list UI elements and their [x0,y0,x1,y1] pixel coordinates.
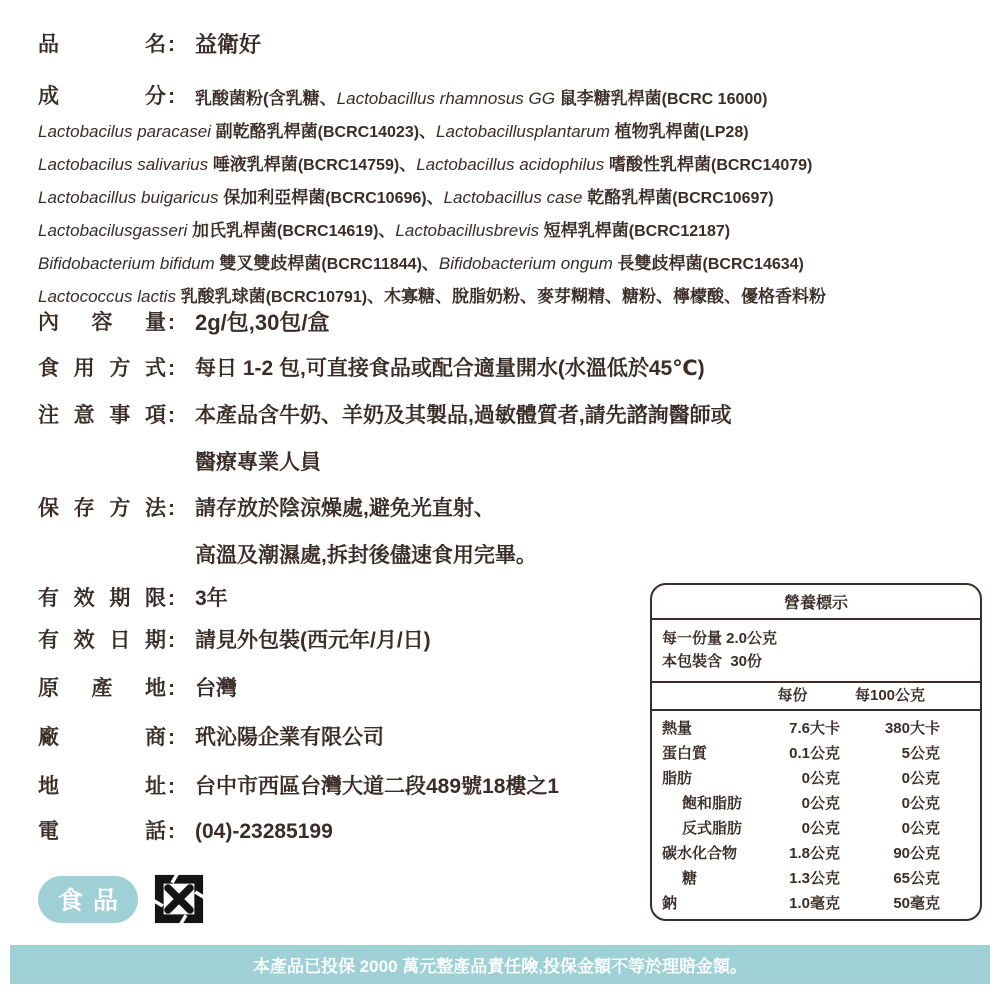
ingredient-segment: 副乾酪乳桿菌 [215,122,318,141]
field-net-content [38,310,329,336]
field-label: 注意事項 [38,404,166,427]
nutrient-per-100g: 65公克 [893,870,940,887]
ingredient-segment: 乳酸乳球菌 [180,287,266,306]
field-label: 有效期限 [38,587,166,610]
caution-line-1: 本產品含牛奶、羊奶及其製品,過敏體質者,請先諮詢醫師或 [195,404,732,427]
ingredient-segment: (BCRC14619) [277,223,379,240]
expiry-date-value: 請見外包裝(西元年/月/日) [195,629,431,652]
ingredient-segment: Bifidobacterium ongum [438,254,618,273]
nutrient-name: 反式脂肪 [682,820,743,837]
colon: : [168,404,175,427]
ingredient-segment: (LP28) [699,124,749,141]
ingredients-line-5 [38,219,730,244]
ingredient-segment: 短桿乳桿菌 [543,221,629,240]
caution-line-2: 醫療專業人員 [195,451,321,474]
ingredient-segment: Lactobacillus case [443,188,588,207]
colon: : [168,357,175,380]
colon: : [168,85,175,108]
ingredient-segment: 保加利亞桿菌 [223,188,326,207]
field-label: 食用方式 [38,357,166,380]
col-per-serving: 每份 [777,687,808,704]
nutrient-name: 熱量 [662,720,693,737]
nutrition-row [662,716,940,741]
ingredient-segment: 乾酪乳桿菌 [587,188,673,207]
field-label: 品名 [38,33,166,56]
nutrient-name: 蛋白質 [662,745,708,762]
insurance-banner-text: 本產品已投保 2000 萬元整產品責任險,投保金額不等於理賠金額。 [253,957,747,976]
colon: : [168,677,175,700]
nutrient-name: 飽和脂肪 [682,795,743,812]
origin-value: 台灣 [195,677,237,700]
col-per-100g: 每100公克 [854,687,926,704]
ingredient-segment: 、 [421,254,439,273]
field-label: 內容量 [38,311,166,334]
nutrient-per-100g: 0公克 [901,770,940,787]
ingredient-segment: (BCRC14079) [710,157,813,174]
field-product-name [38,32,261,58]
nutrient-per-100g: 50毫克 [893,895,940,912]
nutrient-name: 碳水化合物 [662,845,738,862]
net-content-value: 2g/包,30包/盒 [195,310,330,335]
field-manufacturer [38,725,384,751]
field-expiry-date [38,628,431,654]
nutrient-per-serving: 0公克 [801,770,840,787]
address-value: 台中市西區台灣大道二段489號18樓之1 [195,775,560,798]
usage-value: 每日 1-2 包,可直接食品或配合適量開水(水溫低於45℃) [195,357,705,380]
field-label: 保存方法 [38,497,166,520]
field-label: 成分 [38,85,166,108]
nutrient-per-100g: 380大卡 [884,720,940,737]
ingredient-segment: 鼠李糖乳桿菌 [559,89,662,108]
field-shelf-life [38,586,228,612]
product-name-value: 益衛好 [195,32,262,57]
manufacturer-value: 玳沁陽企業有限公司 [195,726,384,749]
ingredient-segment: 乳酸菌粉(含乳糖、 [195,89,337,108]
ingredient-segment: 、 [419,122,437,141]
ingredient-segment: 雙叉雙歧桿菌 [219,254,322,273]
nutrient-name: 鈉 [662,895,678,912]
ingredient-segment: 唾液乳桿菌 [212,155,298,174]
shelf-life-value: 3年 [195,587,228,610]
nutrient-per-100g: 90公克 [893,845,940,862]
caution-value [195,403,732,476]
ingredient-segment: (BCRC11844) [321,256,422,273]
colon: : [168,497,175,520]
nutrient-per-serving: 1.3公克 [789,870,840,887]
ingredient-segment: (BCRC10697) [672,190,774,207]
ingredient-segment: 、 [399,155,417,174]
nutrient-per-serving: 7.6大卡 [789,720,840,737]
col-spacer [662,686,745,706]
ingredient-segment: Lactobacillusplantarum [436,122,615,141]
colon: : [168,820,175,843]
ingredient-segment: Lactobacilusgasseri [38,221,193,240]
ingredients-line-3 [38,153,812,178]
field-caution [38,403,732,476]
food-badge: 食品 [38,876,138,923]
nutrient-per-serving: 1.0毫克 [789,895,840,912]
nutrient-per-100g: 5公克 [901,745,940,762]
ingredient-segment: (BCRC14759) [297,157,400,174]
certification-marks [38,870,208,928]
nutrition-facts-panel [650,583,982,921]
ingredient-segment: Lactococcus lactis [38,287,181,306]
nutrient-per-serving: 0公克 [801,795,840,812]
nutrient-per-100g: 0公克 [901,820,940,837]
storage-line-1: 請存放於陰涼燥處,避免光直射、 [195,497,495,520]
serving-size: 每一份量 2.0公克 [662,630,778,647]
field-phone [38,819,333,845]
phone-value: (04)-23285199 [195,820,333,843]
colon: : [168,775,175,798]
nutrient-per-serving: 0公克 [801,820,840,837]
ingredient-segment: 嗜酸性乳桿菌 [608,155,711,174]
nutrition-row [662,816,940,841]
field-usage [38,356,705,382]
ingredient-segment: Lactobacilus paracasei [38,122,216,141]
ingredient-segment: (BCRC14023) [317,124,420,141]
nutrient-name: 糖 [682,870,698,887]
ingredient-segment: Lactobacillus acidophilus [416,155,609,174]
nutrition-column-headers [652,683,980,711]
nutrition-row [662,791,940,816]
nutrient-per-serving: 0.1公克 [789,745,840,762]
nutrition-row [662,766,940,791]
nutrition-row [662,891,940,916]
colon: : [168,587,175,610]
colon: : [168,311,175,334]
ingredient-segment: Lactobacillus buigaricus [38,188,224,207]
ingredient-segment: 植物乳桿菌 [614,122,700,141]
ingredient-segment: (BCRC12187) [628,223,731,240]
ingredient-segment: Lactobacilus salivarius [38,155,213,174]
field-label: 原產地 [38,677,166,700]
ingredient-segment: 、 [426,188,444,207]
ingredients-line-4 [38,186,774,211]
ingredient-segment: Lactobacillusbrevis [395,221,544,240]
field-label: 地址 [38,775,166,798]
nutrition-row [662,741,940,766]
servings-per-pack: 本包裝含 30份 [662,653,763,670]
nutrient-per-serving: 1.8公克 [789,845,840,862]
ingredients-line-2 [38,120,749,145]
ingredient-segment: 、 [378,221,396,240]
ingredients-line-6 [38,252,804,277]
nutrition-row [662,841,940,866]
ingredient-segment: (BCRC10791) [265,289,368,306]
ingredient-segment: Lactobacillus rhamnosus GG [336,89,560,108]
field-label: 廠商 [38,726,166,749]
nutrition-rows [652,711,980,921]
colon: : [168,33,175,56]
nutrition-serving-info [652,620,980,683]
field-address [38,774,559,800]
nutrition-row [662,866,940,891]
colon: : [168,726,175,749]
ingredient-segment: Bifidobacterium bifidum [38,254,220,273]
storage-value [195,496,537,569]
insurance-banner [10,945,990,984]
nutrition-title: 營養標示 [652,585,980,620]
field-label: 有效日期 [38,629,166,652]
field-storage [38,496,537,569]
nutrient-per-100g: 0公克 [901,795,940,812]
ingredient-segment: 、木寡糖、脫脂奶粉、麥芽糊精、糖粉、檸檬酸、優格香料粉 [367,287,827,306]
ingredient-segment: (BCRC14634) [702,256,804,273]
field-ingredients [38,84,767,112]
nutrient-name: 脂肪 [662,770,693,787]
colon: : [168,629,175,652]
ingredient-segment: 長雙歧桿菌 [617,254,703,273]
ingredient-segment: (BCRC 16000) [661,91,768,108]
recycling-symbol-icon [150,870,208,928]
storage-line-2: 高溫及潮濕處,拆封後儘速食用完畢。 [195,544,537,567]
ingredient-segment: (BCRC10696) [325,190,427,207]
ingredient-segment: 加氏乳桿菌 [192,221,278,240]
ingredients-line-7 [38,285,826,310]
ingredients-line-1 [195,84,767,112]
field-label: 電話 [38,820,166,843]
field-origin [38,676,237,702]
